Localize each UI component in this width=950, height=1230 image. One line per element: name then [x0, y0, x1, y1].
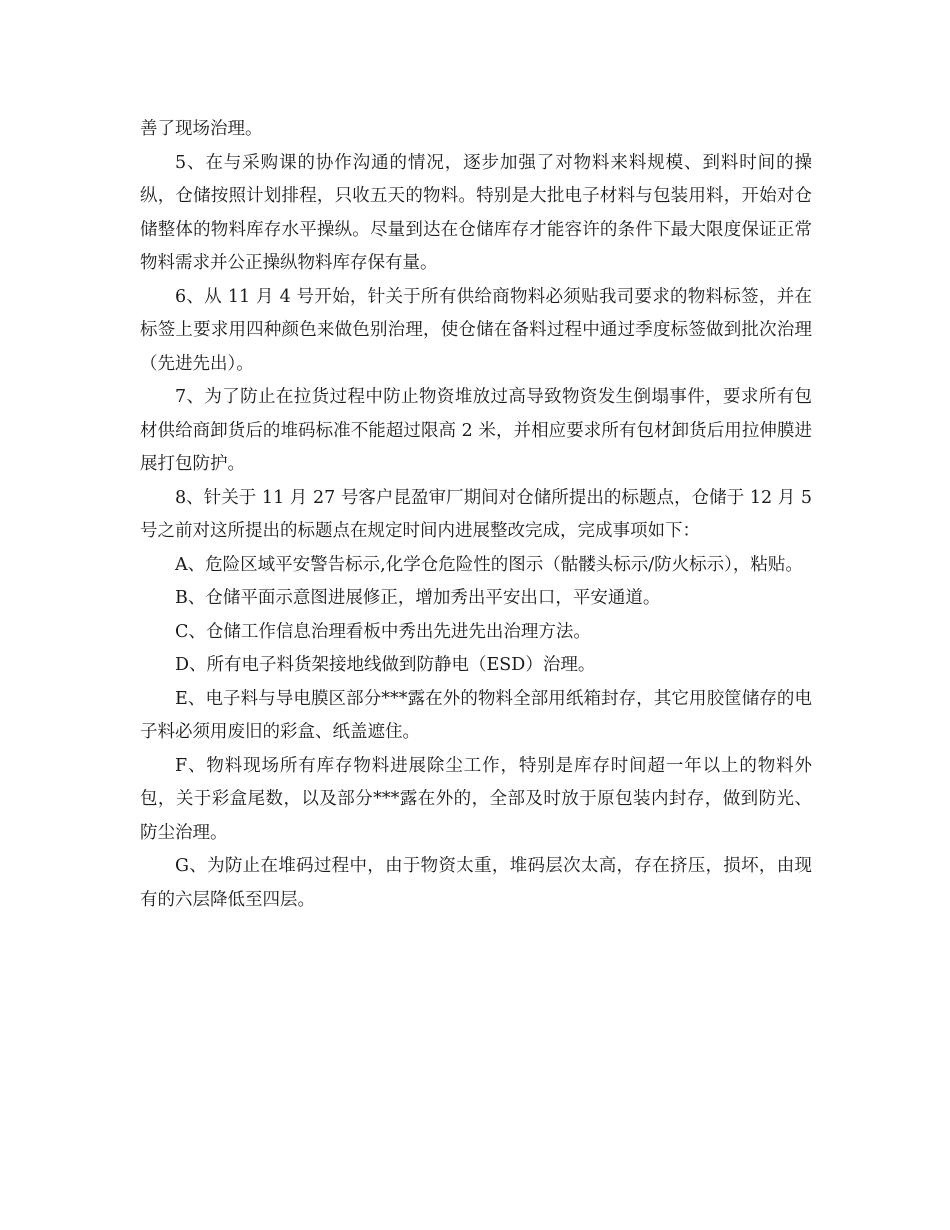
- paragraph-subitem-a: A、危险区域平安警告标示,化学仓危险性的图示（骷髅头标示/防火标示），粘贴。: [175, 554, 803, 575]
- paragraph-subitem-e: E、电子料与导电膜区部分***露在外的物料全部用纸箱封存，其它用胶筐储存的电子料必须用废旧的彩盒、纸盖遮住。: [140, 688, 812, 742]
- paragraph-item-6: 6、从 11 月 4 号开始，针关于所有供给商物料必须贴我司要求的物料标签，并在标签上要求用四种颜色来做色别治理，使仓储在备料过程中通过季度标签做到批次治理（先进先出）。: [140, 286, 812, 374]
- document-page: [140, 113, 812, 917]
- paragraph-subitem-d: D、所有电子料货架接地线做到防静电（ESD）治理。: [175, 655, 596, 675]
- paragraph-item-5: 5、在与采购课的协作沟通的情况，逐步加强了对物料来料规模、到料时间的操纵，仓储按照计划排程，只收五天的物料。特别是大批电子材料与包装用料，开始对仓储整体的物料库存水平操纵。尽量到达在仓储库存才能容许的条件下最大限度保证正常物料需求并公正操纵物料库存保有量。: [140, 152, 812, 273]
- paragraph-item-7: 7、为了防止在拉货过程中防止物资堆放过高导致物资发生倒塌事件，要求所有包材供给商卸货后的堆码标准不能超过限高 2 米，并相应要求所有包材卸货后用拉伸膜进展打包防护。: [140, 387, 812, 474]
- paragraph-subitem-g: G、为防止在堆码过程中，由于物资太重，堆码层次太高，存在挤压，损坏，由现有的六层降低至四层。: [140, 856, 812, 910]
- paragraph-subitem-f: F、物料现场所有库存物料进展除尘工作，特别是库存时间超一年以上的物料外包，关于彩盒尾数，以及部分***露在外的，全部及时放于原包装内封存，做到防光、防尘治理。: [140, 755, 812, 843]
- paragraph-subitem-b: B、仓储平面示意图进展修正，增加秀出平安出口，平安通道。: [175, 588, 661, 608]
- paragraph-item-8: 8、针关于 11 月 27 号客户昆盈审厂期间对仓储所提出的标题点，仓储于 12 月 5 号之前对这所提出的标题点在规定时间内进展整改完成，完成事项如下：: [140, 487, 812, 541]
- paragraph-continuation: 善了现场治理。: [140, 119, 263, 139]
- paragraph-subitem-c: C、仓储工作信息治理看板中秀出先进先出治理方法。: [175, 621, 591, 642]
